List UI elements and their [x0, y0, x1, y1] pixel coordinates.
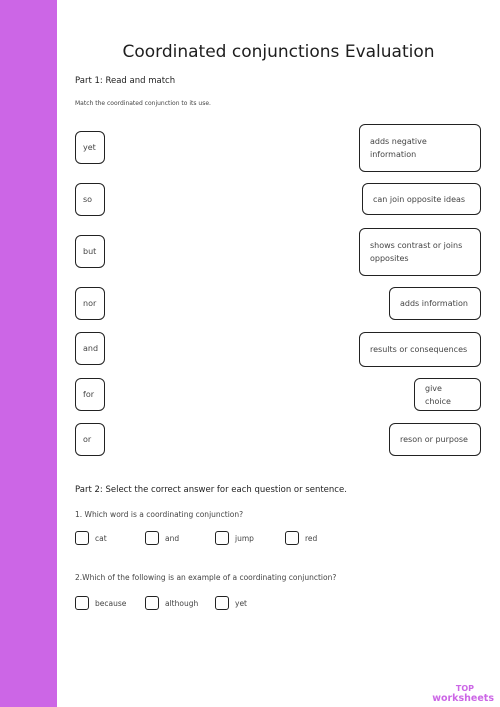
question-1-option-jump[interactable]	[215, 530, 254, 546]
part1-heading: Part 1: Read and match	[75, 76, 176, 86]
question-2-text: 2.Which of the following is an example of a coordinating conjunction?	[75, 573, 337, 582]
option-label: and	[165, 533, 180, 543]
word-card-but[interactable]: but	[75, 235, 105, 268]
checkbox-icon[interactable]	[75, 596, 89, 610]
checkbox-icon[interactable]	[145, 596, 159, 610]
definition-card-negative-information[interactable]: adds negative information	[359, 124, 481, 172]
option-label: although	[165, 598, 199, 608]
definition-card-results[interactable]: results or consequences	[359, 332, 481, 367]
definition-card-adds-information[interactable]: adds information	[389, 287, 481, 320]
part1-instruction: Match the coordinated conjunction to its use.	[75, 100, 211, 107]
option-label: yet	[235, 598, 247, 608]
word-card-or[interactable]: or	[75, 423, 105, 456]
word-card-yet[interactable]: yet	[75, 131, 105, 164]
part2-heading: Part 2: Select the correct answer for each question or sentence.	[75, 485, 347, 495]
checkbox-icon[interactable]	[215, 596, 229, 610]
checkbox-icon[interactable]	[75, 531, 89, 545]
definition-card-give-choice[interactable]: give choice	[414, 378, 481, 411]
checkbox-icon[interactable]	[215, 531, 229, 545]
word-card-nor[interactable]: nor	[75, 287, 105, 320]
question-1-option-and[interactable]	[145, 530, 179, 546]
definition-card-reason-purpose[interactable]: reson or purpose	[389, 423, 481, 456]
checkbox-icon[interactable]	[285, 531, 299, 545]
question-1-text: 1. Which word is a coordinating conjunction?	[75, 510, 244, 519]
checkbox-icon[interactable]	[145, 531, 159, 545]
question-2-option-although[interactable]	[145, 595, 198, 611]
question-1-option-cat[interactable]	[75, 530, 107, 546]
option-label: because	[95, 598, 127, 608]
definition-card-join-opposite-ideas[interactable]: can join opposite ideas	[362, 183, 481, 215]
definition-card-contrast[interactable]: shows contrast or joins opposites	[359, 228, 481, 276]
brand-logo-top: TOP	[455, 684, 474, 693]
word-card-so[interactable]: so	[75, 183, 105, 216]
option-label: cat	[95, 533, 107, 543]
sidebar-stripe	[0, 0, 57, 707]
question-1-option-red[interactable]	[285, 530, 317, 546]
word-card-for[interactable]: for	[75, 378, 105, 411]
option-label: red	[305, 533, 318, 543]
word-card-and[interactable]: and	[75, 332, 105, 365]
page-title: Coordinated conjunctions Evaluation	[122, 42, 435, 62]
question-2-option-because[interactable]	[75, 595, 126, 611]
question-2-option-yet[interactable]	[215, 595, 247, 611]
brand-logo-bottom: worksheets	[432, 693, 494, 704]
option-label: jump	[235, 533, 254, 543]
